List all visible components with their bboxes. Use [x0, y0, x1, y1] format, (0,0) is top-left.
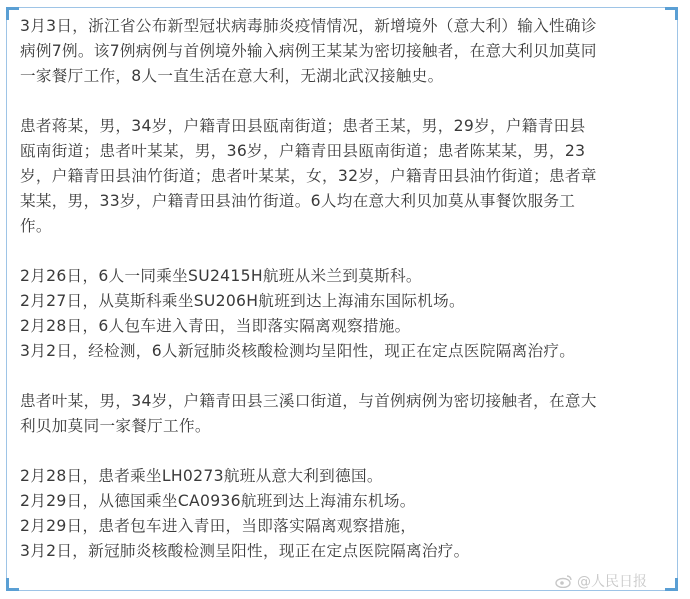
timeline-entry: 2月29日，从德国乘坐CA0936航班到达上海浦东机场。: [20, 492, 416, 510]
text-line: 岁，户籍青田县油竹街道；患者叶某某，女，32岁，户籍青田县油竹街道；患者章: [20, 167, 597, 185]
paragraph-patients: [20, 114, 670, 239]
text-line: 作。: [20, 217, 52, 235]
text-line: 瓯南街道；患者叶某某，男，36岁，户籍青田县瓯南街道；患者陈某某，男，23: [20, 142, 586, 160]
text-line: 患者蒋某，男，34岁，户籍青田县瓯南街道；患者王某，男，29岁，户籍青田县: [20, 117, 586, 135]
article-body: [20, 14, 670, 589]
paragraph-patient-ye: [20, 389, 670, 439]
text-line: 利贝加莫同一家餐厅工作。: [20, 417, 211, 435]
frame-corner-top-left: [6, 7, 19, 20]
text-line: 患者叶某，男，34岁，户籍青田县三溪口街道，与首例病例为密切接触者，在意大: [20, 392, 597, 410]
paragraph-announcement: [20, 14, 670, 89]
timeline-entry: 3月2日，经检测，6人新冠肺炎核酸检测均呈阳性，现正在定点医院隔离治疗。: [20, 342, 576, 360]
text-line: 3月3日，浙江省公布新型冠状病毒肺炎疫情情况，新增境外（意大利）输入性确诊: [20, 17, 597, 35]
text-line: 病例7例。该7例病例与首例境外输入病例王某某为密切接触者，在意大利贝加莫同: [20, 42, 597, 60]
paragraph-timeline-group: [20, 264, 670, 364]
timeline-entry: 2月29日，患者包车进入青田，当即落实隔离观察措施，: [20, 517, 417, 535]
text-line: 一家餐厅工作，8人一直生活在意大利，无湖北武汉接触史。: [20, 67, 444, 85]
frame-corner-bottom-left: [6, 578, 19, 591]
text-line: 某某，男，33岁，户籍青田县油竹街道。6人均在意大利贝加莫从事餐饮服务工: [20, 192, 576, 210]
timeline-entry: 2月27日，从莫斯科乘坐SU206H航班到达上海浦东国际机场。: [20, 292, 465, 310]
paragraph-timeline-ye: [20, 464, 670, 564]
watermark: [555, 571, 647, 591]
timeline-entry: 3月2日，新冠肺炎核酸检测呈阳性，现正在定点医院隔离治疗。: [20, 542, 470, 560]
timeline-entry: 2月28日，6人包车进入青田，当即落实隔离观察措施。: [20, 317, 411, 335]
watermark-text: @人民日报: [577, 574, 647, 590]
weibo-icon: [555, 574, 573, 588]
timeline-entry: 2月28日，患者乘坐LH0273航班从意大利到德国。: [20, 467, 383, 485]
timeline-entry: 2月26日，6人一同乘坐SU2415H航班从米兰到莫斯科。: [20, 267, 422, 285]
